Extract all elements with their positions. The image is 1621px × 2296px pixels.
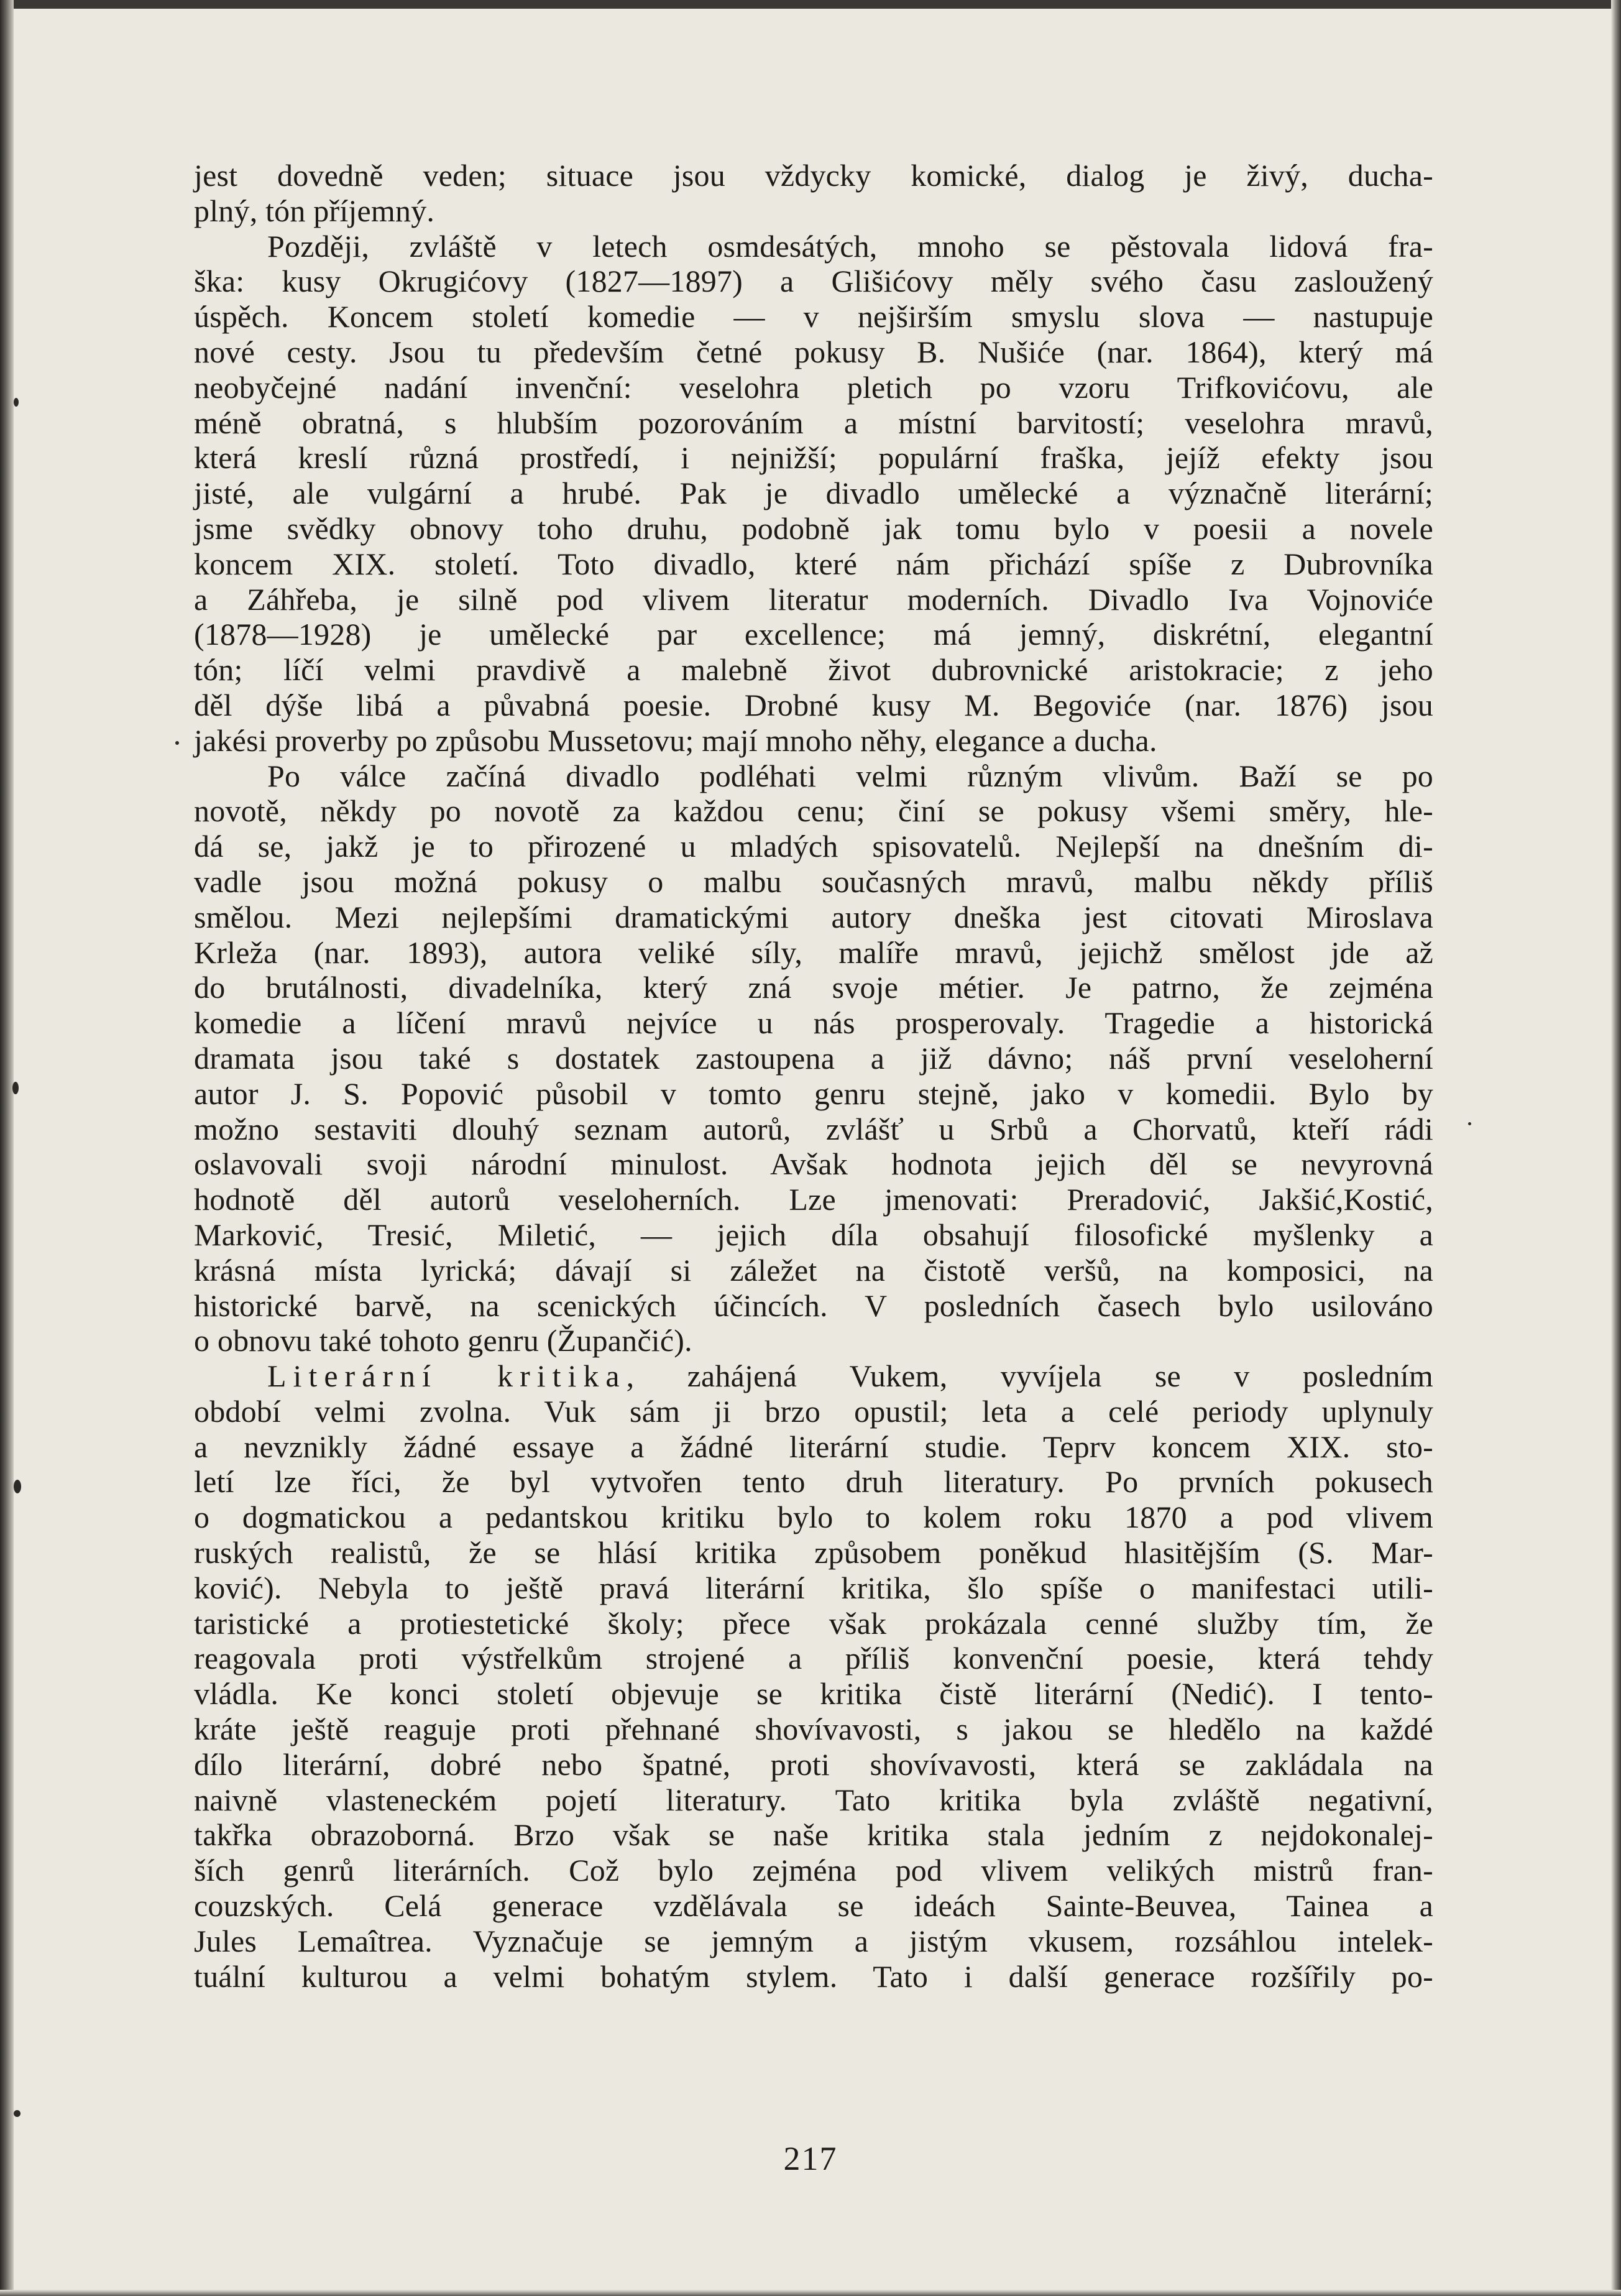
text-line: Později, zvláště v letech osmdesátých, mnoho se pěstovala lidová fra-	[267, 228, 1433, 264]
text-line: jsme svědky obnovy toho druhu, podobně jak tomu bylo v poesii a novele	[194, 510, 1433, 546]
text-line: plný, tón příjemný.	[194, 193, 435, 228]
scan-speck	[14, 2110, 21, 2117]
text-line: Jules Lemaîtrea. Vyznačuje se jemným a jistým vkusem, rozsáhlou intelek-	[194, 1923, 1433, 1958]
text-line: reagovala proti výstřelkům strojené a příliš konvenční poesie, která tehdy	[194, 1641, 1433, 1676]
text-line: a Záhřeba, je silně pod vlivem literatur moderních. Divadlo Iva Vojnoviće	[194, 581, 1433, 617]
scan-speck	[1468, 1122, 1471, 1125]
text-line: komedie a líčení mravů nejvíce u nás prosperovaly. Tragedie a historická	[194, 1005, 1433, 1041]
text-line: koncem XIX. století. Toto divadlo, které nám přichází spíše z Dubrovníka	[194, 546, 1433, 581]
text-line: vadle jsou možná pokusy o malbu současných mravů, malbu někdy příliš	[194, 864, 1433, 899]
text-line: a nevznikly žádné essaye a žádné literární studie. Teprv koncem XIX. sto-	[194, 1429, 1433, 1464]
scan-bottom-edge	[0, 2290, 1621, 2296]
text-line: ších genrů literárních. Což bylo zejména pod vlivem velikých mistrů fran-	[194, 1853, 1433, 1888]
text-line: tuální kulturou a velmi bohatým stylem. Tato i další generace rozšířily po-	[194, 1958, 1433, 1994]
text-line: krásná místa lyrická; dávají si záležet na čistotě veršů, na komposici, na	[194, 1252, 1433, 1288]
text-line: která kreslí různá prostředí, i nejnižší; populární fraška, jejíž efekty jsou	[194, 440, 1433, 476]
text-line: dá se, jakž je to přirozené u mladých spisovatelů. Nejlepší na dnešním di-	[194, 829, 1433, 864]
body-text	[194, 158, 1433, 2029]
text-line: kráte ještě reaguje proti přehnané shovívavosti, s jakou se hledělo na každé	[194, 1712, 1433, 1747]
text-line: taristické a protiestetické školy; přece však prokázala cenné služby tím, že	[194, 1605, 1433, 1641]
page-number: 217	[783, 2140, 838, 2177]
scan-speck	[14, 1480, 21, 1493]
text-line: jisté, ale vulgární a hrubé. Pak je divadlo umělecké a význačně literární;	[194, 476, 1433, 511]
text-line: Literární kritika, zahájená Vukem, vyvíjela se v posledním	[267, 1358, 1433, 1394]
text-line	[194, 1994, 1433, 2029]
scan-speck	[14, 398, 19, 407]
text-line: dramata jsou také s dostatek zastoupena a již dávno; náš první veseloherní	[194, 1040, 1433, 1076]
scan-speck	[12, 1082, 19, 1094]
text-line: historické barvě, na scenických účincích. V posledních časech bylo usilováno	[194, 1288, 1433, 1323]
text-line: hodnotě děl autorů veseloherních. Lze jmenovati: Preradović, Jakšić,Kostić,	[194, 1182, 1433, 1217]
text-line: úspěch. Koncem století komedie — v nejširším smyslu slova — nastupuje	[194, 299, 1433, 334]
text-line: ruských realistů, že se hlásí kritika způsobem poněkud hlasitějším (S. Mar-	[194, 1535, 1433, 1570]
text-line: takřka obrazoborná. Brzo však se naše kritika stala jedním z nejdokonalej-	[194, 1817, 1433, 1853]
text-line: tón; líčí velmi pravdivě a malebně život dubrovnické aristokracie; z jeho	[194, 652, 1433, 688]
text-line: do brutálnosti, divadelníka, který zná svoje métier. Je patrno, že zejména	[194, 970, 1433, 1005]
text-line: nové cesty. Jsou tu především četné pokusy B. Nušiće (nar. 1864), který má	[194, 334, 1433, 369]
text-line: ška: kusy Okrugićovy (1827—1897) a Glišićovy měly svého času zasloužený	[194, 264, 1433, 299]
text-line: děl dýše libá a půvabná poesie. Drobné kusy M. Begoviće (nar. 1876) jsou	[194, 687, 1433, 722]
text-line: o dogmatickou a pedantskou kritiku bylo to kolem roku 1870 a pod vlivem	[194, 1500, 1433, 1535]
text-line: vládla. Ke konci století objevuje se kritika čistě literární (Nedić). I tento-	[194, 1676, 1433, 1712]
text-line: (1878—1928) je umělecké par excellence; má jemný, diskrétní, elegantní	[194, 617, 1433, 652]
text-line: novotě, někdy po novotě za každou cenu; činí se pokusy všemi směry, hle-	[194, 793, 1433, 829]
scan-speck	[175, 741, 179, 745]
text-line: autor J. S. Popović působil v tomto genru stejně, jako v komedii. Bylo by	[194, 1076, 1433, 1111]
text-line: méně obratná, s hlubším pozorováním a místní barvitostí; veselohra mravů,	[194, 405, 1433, 440]
text-line: letí lze říci, že byl vytvořen tento druh literatury. Po prvních pokusech	[194, 1464, 1433, 1500]
text-line: Krleža (nar. 1893), autora veliké síly, malíře mravů, jejichž smělost jde až	[194, 934, 1433, 970]
text-line: smělou. Mezi nejlepšími dramatickými autory dneška jest citovati Miroslava	[194, 899, 1433, 934]
text-line: neobyčejné nadání invenční: veselohra pletich po vzoru Trifkovićovu, ale	[194, 369, 1433, 405]
text-line: ković). Nebyla to ještě pravá literární kritika, šlo spíše o manifestaci utili-	[194, 1570, 1433, 1605]
text-line: Marković, Tresić, Miletić, — jejich díla obsahují filosofické myšlenky a	[194, 1217, 1433, 1252]
text-line: Po válce začíná divadlo podléhati velmi různým vlivům. Baží se po	[267, 758, 1433, 793]
text-line: o obnovu také tohoto genru (Župančić).	[194, 1323, 692, 1358]
text-line: možno sestaviti dlouhý seznam autorů, zvlášť u Srbů a Chorvatů, kteří rádi	[194, 1111, 1433, 1146]
text-line: jakési proverby po způsobu Mussetovu; mají mnoho něhy, elegance a ducha.	[194, 722, 1157, 758]
text-line: jest dovedně veden; situace jsou vždycky komické, dialog je živý, ducha-	[194, 158, 1433, 193]
scan-top-edge	[0, 0, 1621, 9]
text-line: oslavovali svoji národní minulost. Avšak hodnota jejich děl se nevyrovná	[194, 1146, 1433, 1182]
book-spine-shadow	[0, 0, 14, 2296]
text-line: dílo literární, dobré nebo špatné, proti shovívavosti, která se zakládala na	[194, 1746, 1433, 1782]
text-line: naivně vlasteneckém pojetí literatury. Tato kritika byla zvláště negativní,	[194, 1782, 1433, 1817]
scan-right-edge	[1611, 0, 1621, 2296]
text-line: období velmi zvolna. Vuk sám ji brzo opustil; leta a celé periody uplynuly	[194, 1393, 1433, 1429]
text-line: couzských. Celá generace vzdělávala se ideách Sainte-Beuvea, Tainea a	[194, 1888, 1433, 1924]
